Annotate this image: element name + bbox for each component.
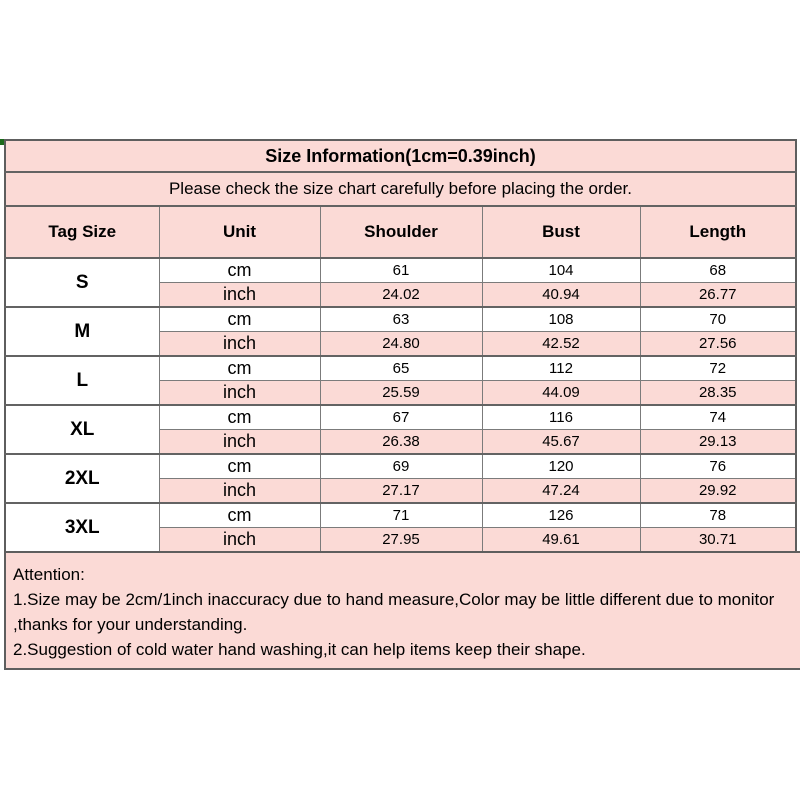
attention-note: [4, 551, 800, 670]
size-label-l: L: [5, 356, 159, 405]
unit-inch-label: inch: [159, 332, 320, 357]
attention-line-2: 2.Suggestion of cold water hand washing,it can help items keep their shape.: [13, 640, 586, 659]
length-inch-value: 29.92: [640, 479, 796, 504]
length-cm-value: 70: [640, 307, 796, 332]
shoulder-inch-value: 27.17: [320, 479, 482, 504]
shoulder-inch-value: 27.95: [320, 528, 482, 553]
unit-inch-label: inch: [159, 528, 320, 553]
unit-cm-label: cm: [159, 356, 320, 381]
table-row: [5, 258, 796, 283]
length-inch-value: 30.71: [640, 528, 796, 553]
unit-cm-label: cm: [159, 503, 320, 528]
attention-heading: Attention:: [13, 565, 85, 584]
table-row: [5, 356, 796, 381]
unit-inch-label: inch: [159, 430, 320, 455]
unit-cm-label: cm: [159, 454, 320, 479]
bust-inch-value: 44.09: [482, 381, 640, 406]
bust-cm-value: 112: [482, 356, 640, 381]
shoulder-inch-value: 24.80: [320, 332, 482, 357]
bust-cm-value: 120: [482, 454, 640, 479]
length-cm-value: 78: [640, 503, 796, 528]
bust-cm-value: 126: [482, 503, 640, 528]
length-cm-value: 68: [640, 258, 796, 283]
unit-inch-label: inch: [159, 283, 320, 308]
chart-title: Size Information(1cm=0.39inch): [5, 140, 796, 172]
length-cm-value: 72: [640, 356, 796, 381]
unit-cm-label: cm: [159, 258, 320, 283]
shoulder-cm-value: 63: [320, 307, 482, 332]
bust-cm-value: 104: [482, 258, 640, 283]
attention-line-1-cont: ,thanks for your understanding.: [13, 615, 248, 634]
length-inch-value: 28.35: [640, 381, 796, 406]
bust-inch-value: 42.52: [482, 332, 640, 357]
shoulder-inch-value: 25.59: [320, 381, 482, 406]
bust-cm-value: 108: [482, 307, 640, 332]
table-row: [5, 454, 796, 479]
corner-artifact: [0, 139, 4, 145]
unit-inch-label: inch: [159, 381, 320, 406]
bust-cm-value: 116: [482, 405, 640, 430]
table-row: [5, 405, 796, 430]
bust-inch-value: 40.94: [482, 283, 640, 308]
bust-inch-value: 45.67: [482, 430, 640, 455]
size-chart-container: [4, 139, 796, 670]
shoulder-cm-value: 61: [320, 258, 482, 283]
shoulder-cm-value: 69: [320, 454, 482, 479]
attention-line-1: 1.Size may be 2cm/1inch inaccuracy due to hand measure,Color may be little different due to monitor: [13, 590, 775, 609]
shoulder-cm-value: 65: [320, 356, 482, 381]
length-cm-value: 76: [640, 454, 796, 479]
unit-inch-label: inch: [159, 479, 320, 504]
shoulder-cm-value: 71: [320, 503, 482, 528]
chart-subtitle: Please check the size chart carefully before placing the order.: [5, 172, 796, 206]
table-row: [5, 307, 796, 332]
col-header-tag-size: Tag Size: [5, 206, 159, 258]
col-header-length: Length: [640, 206, 796, 258]
size-label-2xl: 2XL: [5, 454, 159, 503]
table-row: [5, 503, 796, 528]
length-inch-value: 29.13: [640, 430, 796, 455]
length-inch-value: 27.56: [640, 332, 796, 357]
length-cm-value: 74: [640, 405, 796, 430]
size-label-3xl: 3XL: [5, 503, 159, 552]
col-header-shoulder: Shoulder: [320, 206, 482, 258]
bust-inch-value: 49.61: [482, 528, 640, 553]
col-header-unit: Unit: [159, 206, 320, 258]
shoulder-inch-value: 26.38: [320, 430, 482, 455]
shoulder-cm-value: 67: [320, 405, 482, 430]
size-label-m: M: [5, 307, 159, 356]
shoulder-inch-value: 24.02: [320, 283, 482, 308]
size-label-xl: XL: [5, 405, 159, 454]
length-inch-value: 26.77: [640, 283, 796, 308]
size-label-s: S: [5, 258, 159, 307]
col-header-bust: Bust: [482, 206, 640, 258]
size-table: [4, 139, 797, 553]
bust-inch-value: 47.24: [482, 479, 640, 504]
unit-cm-label: cm: [159, 307, 320, 332]
unit-cm-label: cm: [159, 405, 320, 430]
